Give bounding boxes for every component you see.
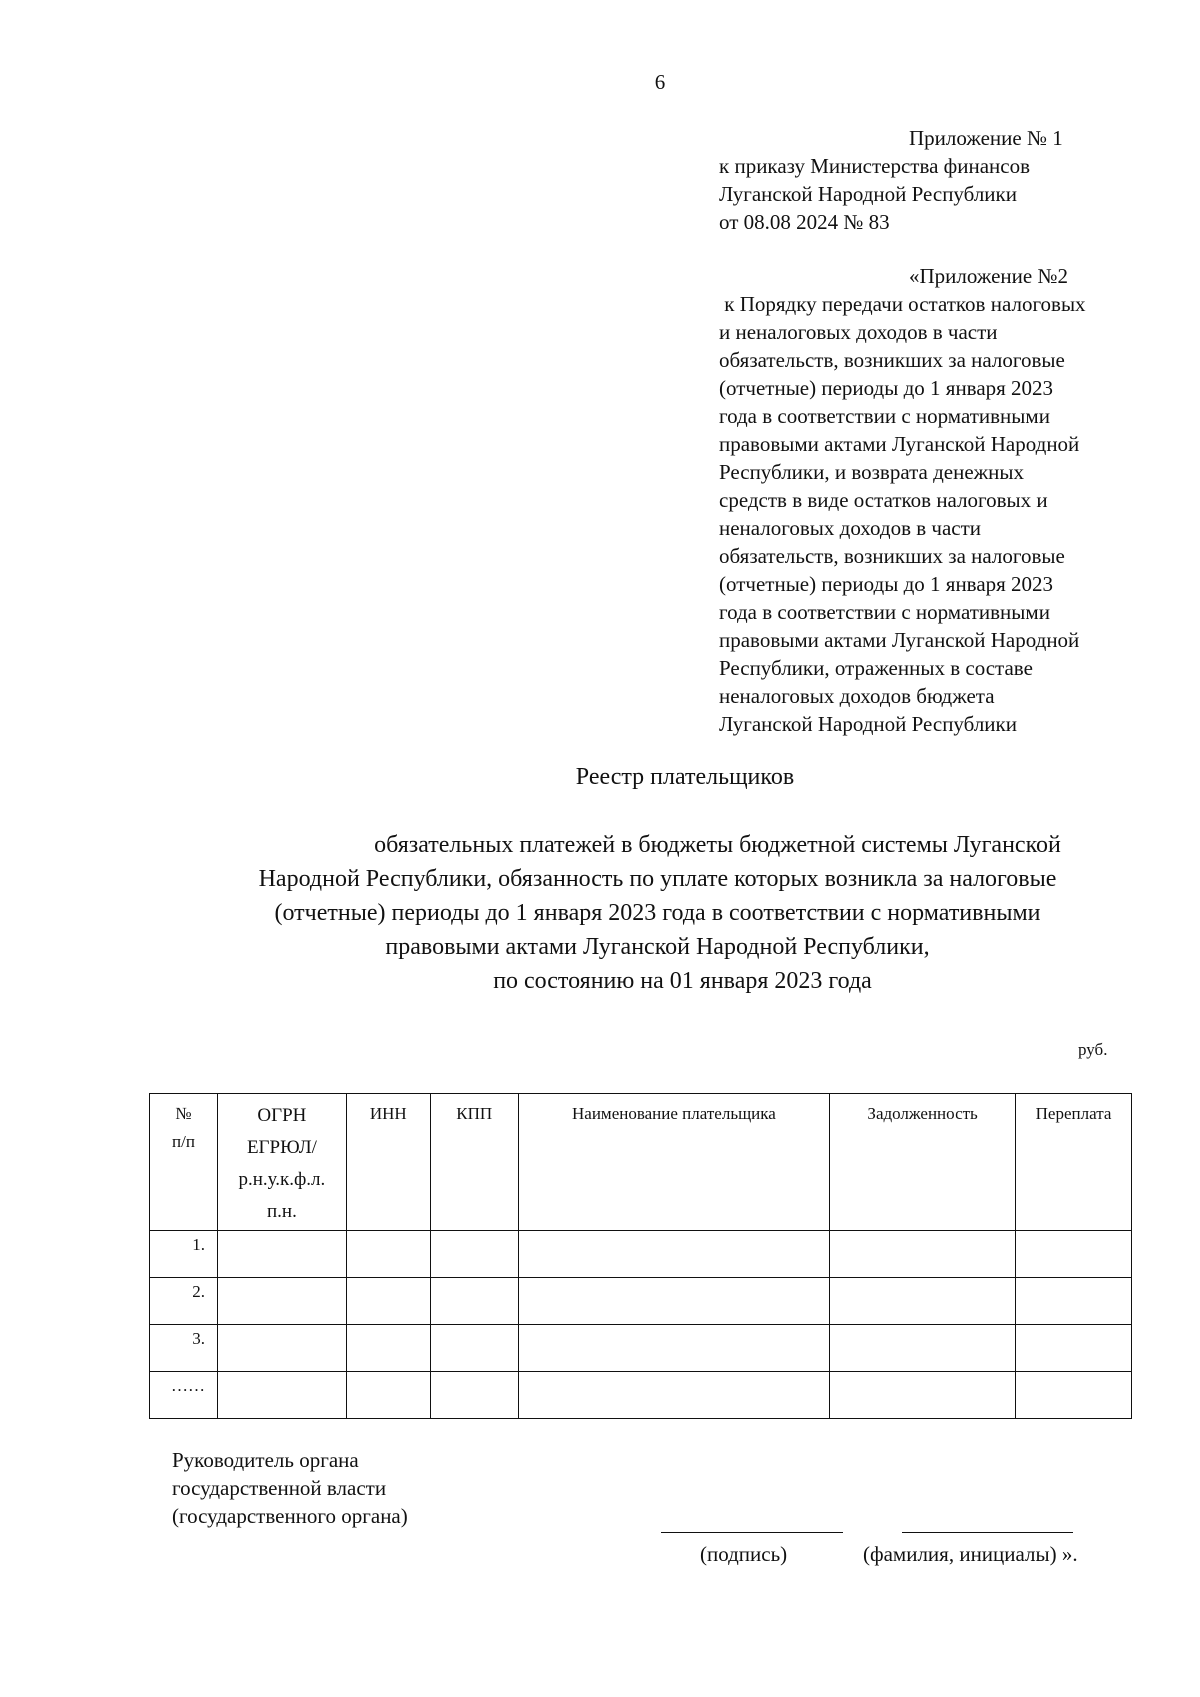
approval-block (719, 124, 1119, 236)
appendix-line: и неналоговых доходов в части (719, 320, 998, 344)
header-num: № п/п (150, 1094, 218, 1231)
subtitle-line: обязательных платежей в бюджеты бюджетной системы Луганской (374, 832, 1061, 858)
name-initials-label: (фамилия, инициалы) ». (863, 1542, 1078, 1566)
appendix-line: к Порядку передачи остатков налоговых (719, 292, 1086, 316)
appendix-line: (отчетные) периоды до 1 января 2023 (719, 376, 1054, 400)
row-number: 3. (150, 1325, 218, 1372)
appendix-block (719, 262, 1159, 738)
cell-overpayment (1016, 1278, 1132, 1325)
appendix-line: средств в виде остатков налоговых и (719, 488, 1048, 512)
signer-line: (государственного органа) (172, 1504, 408, 1528)
table-row (150, 1278, 1132, 1325)
approval-line: от 08.08 2024 № 83 (719, 210, 890, 234)
signer-line: государственной власти (172, 1476, 387, 1500)
cell-kpp (430, 1372, 518, 1419)
appendix-line: обязательств, возникших за налоговые (719, 544, 1065, 568)
header-inn: ИНН (346, 1094, 430, 1231)
table-row (150, 1372, 1132, 1419)
cell-kpp (430, 1231, 518, 1278)
cell-overpayment (1016, 1372, 1132, 1419)
cell-payer-name (518, 1278, 830, 1325)
appendix-line: года в соответствии с нормативными (719, 404, 1050, 428)
cell-debt (830, 1278, 1016, 1325)
appendix-line: неналоговых доходов в части (719, 516, 982, 540)
appendix-line: Республики, отраженных в составе (719, 656, 1033, 680)
header-ogrn: ОГРН ЕГРЮЛ/ р.н.у.к.ф.л. п.н. (217, 1094, 346, 1231)
header-debt: Задолженность (830, 1094, 1016, 1231)
currency-label: руб. (1078, 1040, 1108, 1059)
appendix-line: Республики, и возврата денежных (719, 460, 1025, 484)
subtitle-line: (отчетные) периоды до 1 января 2023 года в соответствии с нормативными (274, 900, 1041, 926)
cell-overpayment (1016, 1325, 1132, 1372)
cell-payer-name (518, 1372, 830, 1419)
appendix-title: «Приложение №2 (909, 264, 1068, 288)
subtitle-line: Народной Республики, обязанность по уплате которых возникла за налоговые (258, 866, 1057, 892)
cell-debt (830, 1372, 1016, 1419)
cell-debt (830, 1231, 1016, 1278)
signature-underline (661, 1532, 843, 1533)
table-row (150, 1325, 1132, 1372)
cell-ogrn (217, 1278, 346, 1325)
cell-overpayment (1016, 1231, 1132, 1278)
approval-line: Луганской Народной Республики (719, 182, 1017, 206)
header-payer-name: Наименование плательщика (518, 1094, 830, 1231)
table-row (150, 1231, 1132, 1278)
cell-ogrn (217, 1325, 346, 1372)
registry-subtitle (175, 828, 1140, 998)
cell-inn (346, 1278, 430, 1325)
row-number: …… (150, 1372, 218, 1419)
appendix-line: года в соответствии с нормативными (719, 600, 1050, 624)
appendix-line: (отчетные) периоды до 1 января 2023 (719, 572, 1054, 596)
appendix-line: правовыми актами Луганской Народной (719, 628, 1080, 652)
subtitle-line: правовыми актами Луганской Народной Республики, (385, 934, 930, 960)
approval-line: Приложение № 1 (909, 126, 1063, 150)
cell-inn (346, 1325, 430, 1372)
cell-ogrn (217, 1372, 346, 1419)
header-kpp: КПП (430, 1094, 518, 1231)
appendix-line: обязательств, возникших за налоговые (719, 348, 1065, 372)
cell-inn (346, 1231, 430, 1278)
cell-payer-name (518, 1325, 830, 1372)
payers-registry-table (149, 1093, 1132, 1419)
cell-kpp (430, 1325, 518, 1372)
name-underline (902, 1532, 1073, 1533)
appendix-body (719, 290, 1159, 738)
appendix-line: неналоговых доходов бюджета (719, 684, 995, 708)
subtitle-line: по состоянию на 01 января 2023 года (493, 968, 872, 994)
cell-inn (346, 1372, 430, 1419)
cell-ogrn (217, 1231, 346, 1278)
page-number: 6 (654, 70, 666, 94)
appendix-line: правовыми актами Луганской Народной (719, 432, 1080, 456)
header-overpayment: Переплата (1016, 1094, 1132, 1231)
table-header-row (150, 1094, 1132, 1231)
appendix-line: Луганской Народной Республики (719, 712, 1017, 736)
row-number: 2. (150, 1278, 218, 1325)
signature-label: (подпись) (700, 1542, 788, 1566)
row-number: 1. (150, 1231, 218, 1278)
cell-payer-name (518, 1231, 830, 1278)
cell-kpp (430, 1278, 518, 1325)
cell-debt (830, 1325, 1016, 1372)
signer-line: Руководитель органа (172, 1448, 359, 1472)
approval-line: к приказу Министерства финансов (719, 154, 1031, 178)
signer-title (172, 1446, 408, 1530)
registry-title: Реестр плательщиков (575, 764, 795, 790)
